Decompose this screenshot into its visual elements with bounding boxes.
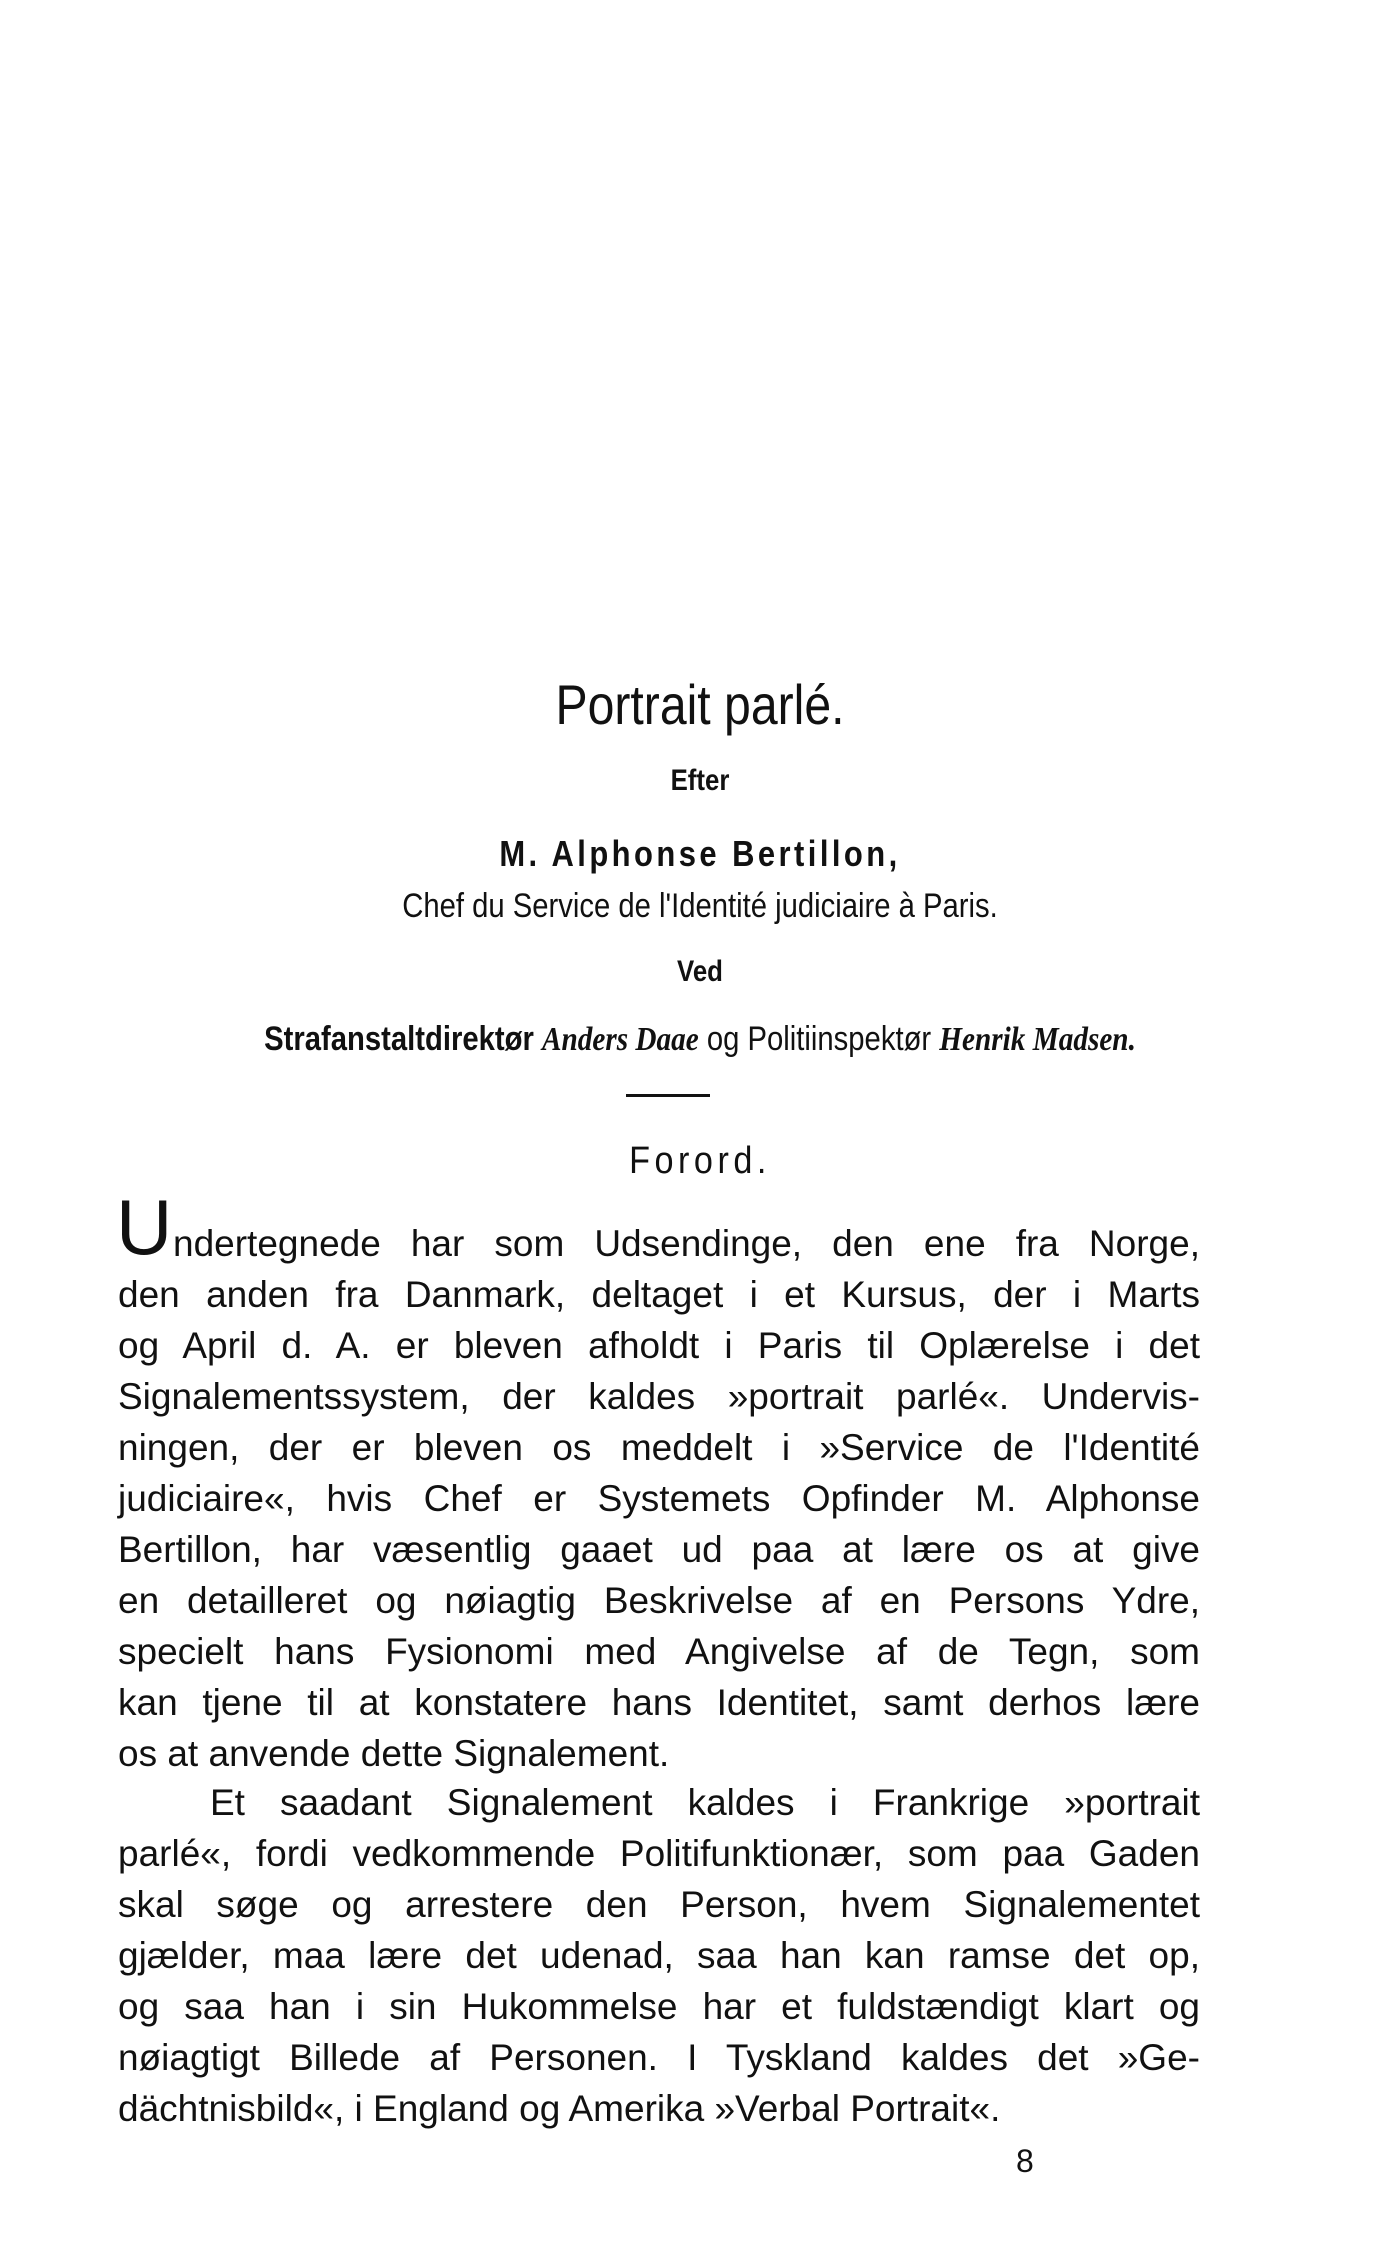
ved-label: Ved (677, 955, 723, 988)
author-role: Chef du Service de l'Identité judiciaire à Paris. (402, 887, 998, 925)
paragraph-line: dächtnisbild«, i England og Amerika »Verbal Portrait«. (118, 2088, 1001, 2129)
translator-1-title: Strafanstaltdirektør (264, 1020, 534, 1058)
paragraph-line: skal søge og arrestere den Person, hvem Signalementet (118, 1884, 1200, 1925)
paragraph-line: ningen, der er bleven os meddelt i »Service de l'Identité (118, 1427, 1200, 1468)
paragraph-line: os at anvende dette Signalement. (118, 1733, 670, 1774)
paragraph-line: judiciaire«, hvis Chef er Systemets Opfinder M. Alphonse (118, 1478, 1200, 1519)
paragraph-line: den anden fra Danmark, deltaget i et Kursus, der i Marts (118, 1274, 1200, 1315)
paragraph-2 (118, 1777, 1200, 2134)
section-divider (626, 1094, 710, 1097)
paragraph-line: ndertegnede har som Udsendinge, den ene fra Norge, (173, 1223, 1200, 1264)
paragraph-line: parlé«, fordi vedkommende Politifunktionær, som paa Gaden (118, 1833, 1200, 1874)
translators-line (98, 1020, 1302, 1059)
paragraph-1 (118, 1218, 1200, 1779)
paragraph-line: specielt hans Fysionomi med Angivelse af de Tegn, som (118, 1631, 1200, 1672)
paragraph-line: nøiagtigt Billede af Personen. I Tyskland kaldes det »Ge- (118, 2037, 1200, 2078)
drop-cap: U (116, 1183, 173, 1271)
translator-2-name: Henrik Madsen. (939, 1021, 1136, 1058)
paragraph-line: kan tjene til at konstatere hans Identitet, samt derhos lære (118, 1682, 1200, 1723)
paragraph-line: Bertillon, har væsentlig gaaet ud paa at lære os at give (118, 1529, 1200, 1570)
paragraph-line: Signalementssystem, der kaldes »portrait parlé«. Undervis- (118, 1376, 1200, 1417)
author-name: M. Alphonse Bertillon, (499, 833, 901, 874)
paragraph-line: og saa han i sin Hukommelse har et fuldstændigt klart og (118, 1986, 1200, 2027)
paragraph-line: Et saadant Signalement kaldes i Frankrige »portrait (210, 1782, 1200, 1823)
paragraph-line: og April d. A. er bleven afholdt i Paris til Oplærelse i det (118, 1325, 1200, 1366)
translators-conjunction: og (706, 1020, 740, 1058)
paragraph-line: en detailleret og nøiagtig Beskrivelse af en Persons Ydre, (118, 1580, 1200, 1621)
page-number: 8 (1016, 2143, 1034, 2179)
translator-1-name: Anders Daae (541, 1021, 699, 1058)
translator-2-title: Politiinspektør (747, 1020, 932, 1058)
efter-label: Efter (670, 764, 730, 797)
paragraph-line: gjælder, maa lære det udenad, saa han kan ramse det op, (118, 1935, 1200, 1976)
page-title: Portrait parlé. (555, 673, 845, 736)
section-heading: Forord. (629, 1140, 771, 1182)
